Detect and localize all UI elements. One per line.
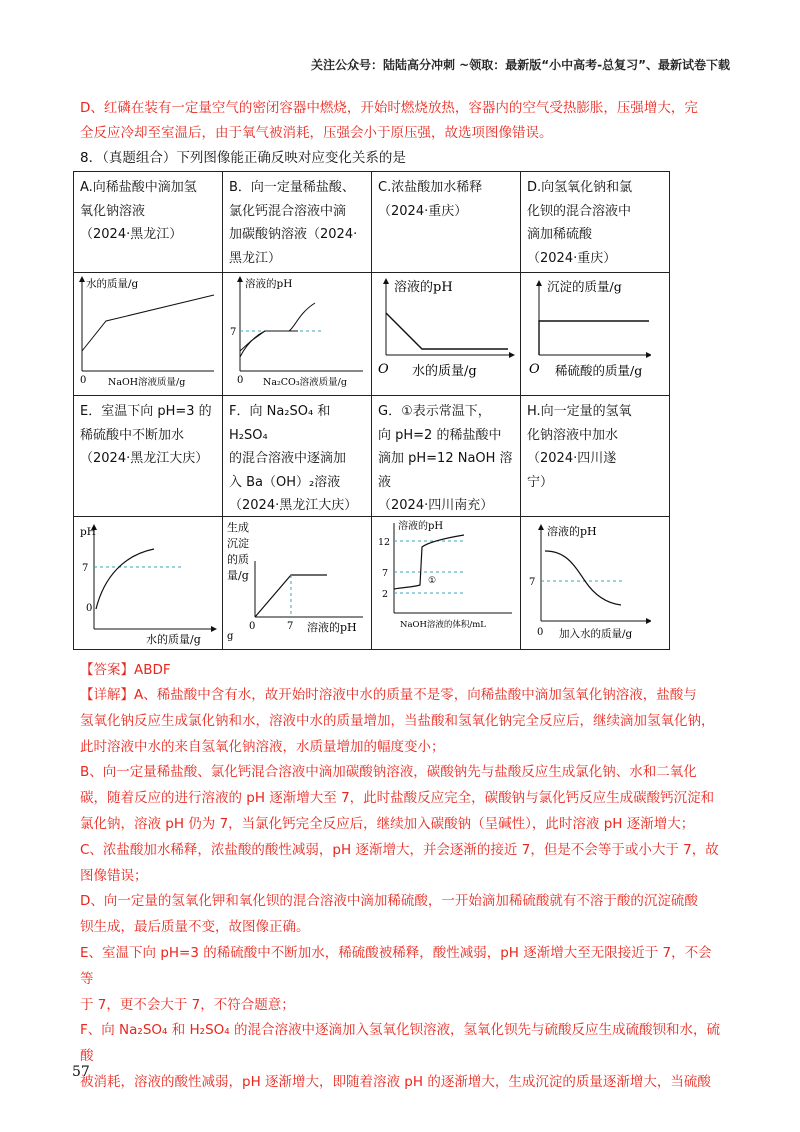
curve: [240, 331, 298, 351]
explanation-line: E、室温下向 pH=3 的稀硫酸中不断加水，稀硫酸被稀释，酸性减弱，pH 逐渐增大至无限接近于 7，不会等: [80, 944, 712, 987]
tick-12: 12: [378, 537, 391, 548]
graph-d: [521, 273, 670, 396]
origin-label: 0: [80, 375, 87, 386]
graph-e: [74, 517, 223, 650]
explanation: [80, 683, 725, 1096]
previous-answer-line: 全反应冷却至室温后，由于氧气被消耗，压强会小于原压强，故选项图像错误。: [80, 125, 553, 141]
tick-7: 7: [82, 563, 89, 574]
y-label: 沉淀的质量/g: [547, 279, 622, 294]
origin-label: 0: [237, 375, 244, 386]
graph-g-svg: [372, 517, 520, 649]
option-text: 入 Ba（OH）₂溶液: [229, 474, 341, 490]
option-text: E．室温下向 pH=3 的: [80, 404, 212, 419]
y-label: 沉淀: [227, 537, 249, 550]
y-label: 水的质量/g: [86, 278, 139, 290]
page-number: 57: [72, 1064, 90, 1080]
tick-7: 7: [287, 621, 294, 632]
option-text: 化钡的混合溶液中: [527, 203, 632, 219]
option-text: 氧化钠溶液: [80, 203, 146, 219]
unit-label: g: [227, 631, 234, 642]
option-b: [223, 172, 372, 273]
y-label: 量/g: [227, 569, 249, 582]
option-text: （2024·黑龙江）: [80, 227, 183, 242]
option-g: [372, 396, 521, 517]
marker-label: ①: [428, 576, 437, 586]
x-label: 稀硫酸的质量/g: [555, 363, 643, 378]
explanation-line: C、浓盐酸加水稀释，浓盐酸的酸性减弱，pH 逐渐增大，并会逐渐的接近 7，但是不会等于或小大于 7，故: [80, 841, 719, 858]
option-text: F．向 Na₂SO₄ 和 H₂SO₄: [229, 404, 331, 443]
options-table: [73, 171, 670, 650]
y-label: 溶液的pH: [398, 521, 444, 532]
x-label: 溶液的pH: [307, 621, 357, 634]
option-text: 向 pH=2 的稀盐酸中: [378, 427, 502, 443]
graph-c-svg: [372, 273, 520, 395]
explanation-line: 钡生成，最后质量不变，故图像正确。: [80, 919, 310, 936]
curve: [240, 303, 315, 357]
option-text: B．向一定量稀盐酸、: [229, 180, 355, 195]
graph-e-svg: [74, 517, 222, 649]
explanation-line: B、向一定量稀盐酸、氯化钙混合溶液中滴加碳酸钠溶液，碳酸钠先与盐酸反应生成氯化钠、水和二氧化: [80, 764, 697, 781]
option-a: [74, 172, 223, 273]
tick-7: 7: [230, 327, 237, 338]
option-f: [223, 396, 372, 517]
option-text: 滴加 pH=12 NaOH 溶: [378, 451, 513, 466]
explanation-line: A、稀盐酸中含有水，故开始时溶液中水的质量不是零，向稀盐酸中滴加氢氧化钠溶液，盐酸与: [134, 687, 697, 703]
option-e: [74, 396, 223, 517]
previous-answer-line: D、红磷在装有一定量空气的密闭容器中燃烧，开始时燃烧放热，容器内的空气受热膨胀，压强增大，完: [80, 100, 698, 116]
options-row: [74, 172, 670, 273]
explanation-line: D、向一定量的氢氧化钾和氧化钡的混合溶液中滴加稀硫酸，一开始滴加稀硫酸就有不溶于酸的沉淀硫酸: [80, 893, 698, 910]
curve: [96, 549, 154, 609]
explanation-line: 碳，随着反应的进行溶液的 pH 逐渐增大至 7，此时盐酸反应完全，碳酸钠与氯化钙反应生成碳酸钙沉淀和: [80, 790, 715, 807]
option-text: 液: [378, 474, 392, 490]
graph-a: [74, 273, 223, 396]
y-label: 的质: [227, 553, 249, 566]
explanation-line: 图像错误；: [80, 867, 148, 884]
explanation-line: F、向 Na₂SO₄ 和 H₂SO₄ 的混合溶液中逐滴加入氢氧化钡溶液，氢氧化钡先与硫酸反应生成硫酸钡和水，硫酸: [80, 1022, 720, 1065]
explanation-line: 此时溶液中水的来自氢氧化钠溶液，水质量增加的幅度变小；: [80, 738, 445, 755]
graph-b-svg: [223, 273, 371, 395]
explanation-line: 被消耗，溶液的酸性减弱，pH 逐渐增大，即随着溶液 pH 的逐渐增大，生成沉淀的质量逐渐增大，当硫酸: [80, 1073, 711, 1090]
option-c: [372, 172, 521, 273]
page-header: 关注公众号：陆陆高分冲刺 ~领取：最新版“小中高考-总复习”、最新试卷下载: [311, 58, 730, 72]
graph-b: [223, 273, 372, 396]
y-label: 溶液的pH: [394, 280, 453, 295]
options-row: [74, 396, 670, 517]
origin-label: O: [378, 362, 389, 377]
option-text: C.浓盐酸加水稀释: [378, 180, 483, 195]
graph-c: [372, 273, 521, 396]
option-text: （2024·黑龙江大庆）: [80, 451, 209, 466]
option-text: 黑龙江）: [229, 250, 282, 266]
option-text: （2024·黑龙江大庆）: [229, 498, 358, 513]
origin-label: 0: [537, 627, 544, 638]
option-text: 化钠溶液中加水: [527, 427, 619, 443]
x-label: 加入水的质量/g: [559, 628, 633, 640]
option-text: 氯化钙混合溶液中滴: [229, 203, 347, 219]
option-text: （2024·重庆）: [527, 250, 617, 266]
y-label: 溶液的pH: [245, 278, 293, 290]
y-label: 生成: [227, 521, 249, 534]
option-text: （2024·四川南充）: [378, 498, 494, 513]
option-text: 滴加稀硫酸: [527, 227, 593, 242]
option-text: G．①表示常温下，: [378, 404, 491, 419]
option-text: H.向一定量的氢氧: [527, 404, 632, 419]
curve: [539, 321, 649, 355]
question-text: 8．（真题组合）下列图像能正确反映对应变化关系的是: [80, 150, 406, 166]
answer-value: ABDF: [134, 662, 171, 678]
option-text: （2024·重庆）: [378, 203, 468, 219]
tick-7: 7: [382, 568, 389, 579]
curve: [82, 295, 214, 351]
tick-2: 2: [382, 589, 389, 600]
curve: [545, 551, 621, 605]
graph-d-svg: [521, 273, 651, 395]
option-text: D.向氢氧化钠和氯: [527, 180, 633, 195]
y-label: pH: [80, 526, 96, 538]
previous-answer: [80, 96, 725, 146]
option-h: [521, 396, 670, 517]
graph-h-svg: [521, 517, 651, 649]
explanation-label: 【详解】: [80, 687, 134, 703]
x-label: Na₂CO₃溶液质量/g: [263, 377, 347, 388]
graph-g: [372, 517, 521, 650]
origin-label: O: [529, 362, 540, 377]
option-d: [521, 172, 670, 273]
option-text: （2024·四川遂: [527, 451, 617, 466]
graphs-row: [74, 517, 670, 650]
option-text: 加碳酸钠溶液（2024·: [229, 227, 358, 242]
y-label: 溶液的pH: [547, 525, 597, 538]
tick-7: 7: [529, 577, 536, 588]
x-label: NaOH溶液质量/g: [108, 377, 186, 388]
explanation-line: 于 7，更不会大于 7，不符合题意；: [80, 996, 295, 1013]
graph-f-svg: [223, 517, 371, 649]
answer-line: [80, 658, 725, 683]
x-label: 水的质量/g: [412, 364, 477, 379]
origin-label: 0: [86, 603, 93, 614]
option-text: 的混合溶液中逐滴加: [229, 451, 347, 466]
origin-label: 0: [249, 621, 256, 632]
graph-h: [521, 517, 670, 650]
x-label: 水的质量/g: [146, 633, 201, 646]
graphs-row: [74, 273, 670, 396]
explanation-line: 氯化钠，溶液 pH 仍为 7，当氯化钙完全反应后，继续加入碳酸钠（呈碱性），此时溶液 pH 逐渐增大；: [80, 815, 695, 832]
option-text: 稀硫酸中不断加水: [80, 427, 185, 443]
answer-label: 【答案】: [80, 662, 134, 678]
option-text: A.向稀盐酸中滴加氢: [80, 180, 197, 195]
x-label: NaOH溶液的体积/mL: [400, 620, 486, 630]
option-text: 宁）: [527, 474, 554, 490]
explanation-line: 氢氧化钠反应生成氯化钠和水，溶液中水的质量增加，当盐酸和氢氧化钠完全反应后，继续滴加氢氧化钠，: [80, 712, 715, 729]
graph-a-svg: [74, 273, 222, 395]
curve: [386, 313, 508, 349]
graph-f: [223, 517, 372, 650]
